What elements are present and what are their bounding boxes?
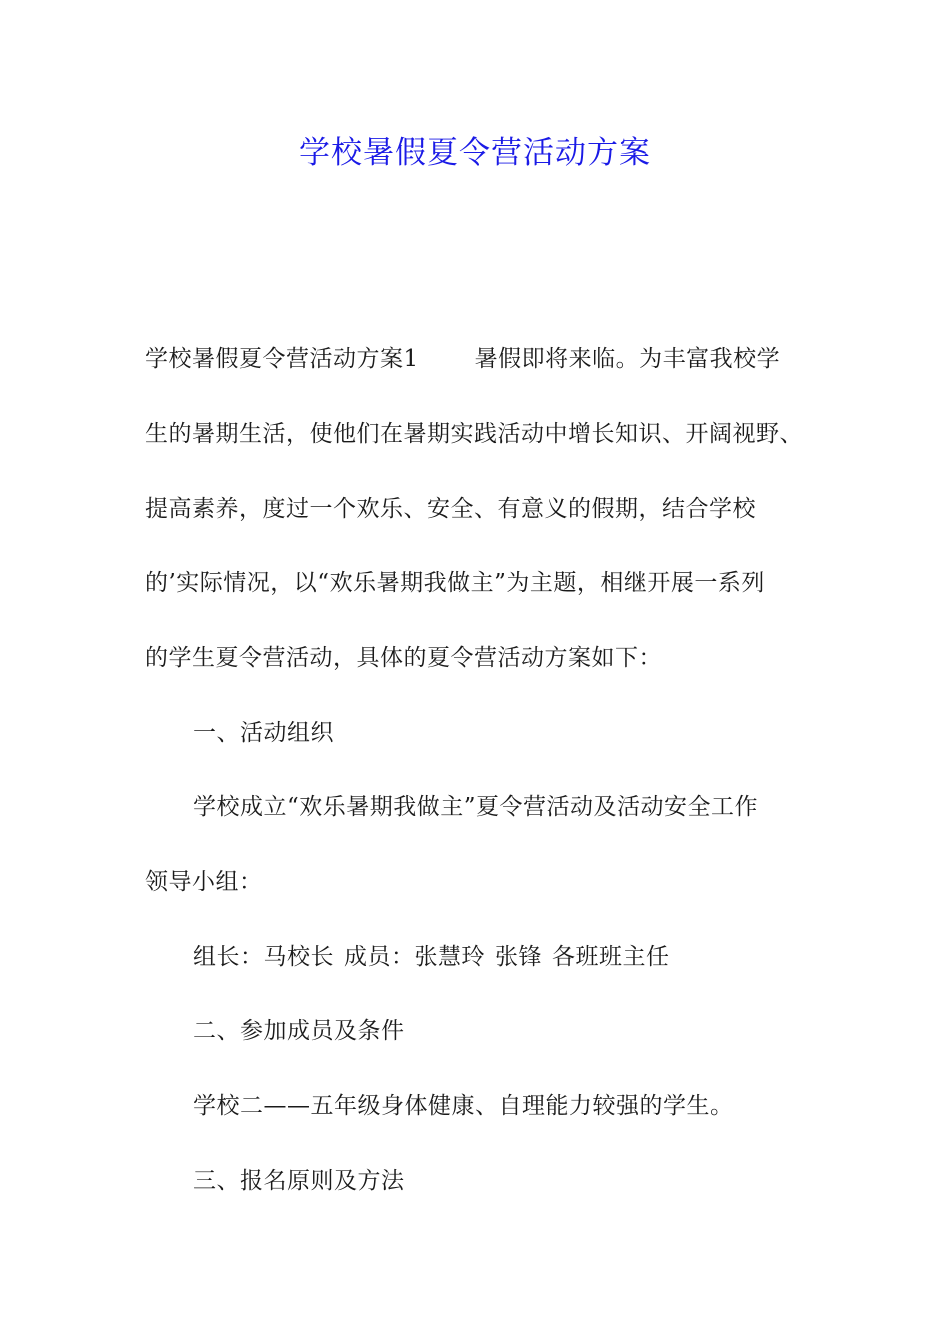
member-text: 成员：张慧玲 — [344, 944, 485, 970]
paragraph-line: 学校二——五年级身体健康、自理能力较强的学生。 — [193, 1093, 734, 1119]
paragraph-text: 暑假即将来临。为丰富我校学 — [474, 346, 781, 372]
paragraph-line: 学校成立“欢乐暑期我做主”夏令营活动及活动安全工作 — [193, 794, 759, 820]
document-title: 学校暑假夏令营活动方案 — [299, 135, 651, 171]
paragraph-line: 提高素养，度过一个欢乐、安全、有意义的假期，结合学校 — [145, 496, 756, 522]
section-heading: 学校暑假夏令营活动方案1 — [145, 346, 419, 372]
paragraph-line — [145, 339, 825, 379]
section-heading: 一、活动组织 — [193, 720, 334, 746]
paragraph-line: 的’实际情况，以“欢乐暑期我做主”为主题，相继开展一系列 — [145, 570, 765, 596]
member-text: 张锋 — [495, 944, 542, 970]
paragraph-line: 领导小组： — [145, 869, 263, 895]
section-heading: 三、报名原则及方法 — [193, 1168, 405, 1194]
paragraph-line: 生的暑期生活，使他们在暑期实践活动中增长知识、开阔视野、 — [145, 421, 803, 447]
paragraph-line: 的学生夏令营活动，具体的夏令营活动方案如下： — [145, 645, 662, 671]
paragraph-line — [193, 937, 873, 977]
member-text: 各班班主任 — [552, 944, 670, 970]
leader-text: 组长：马校长 — [193, 944, 334, 970]
section-heading: 二、参加成员及条件 — [193, 1018, 405, 1044]
